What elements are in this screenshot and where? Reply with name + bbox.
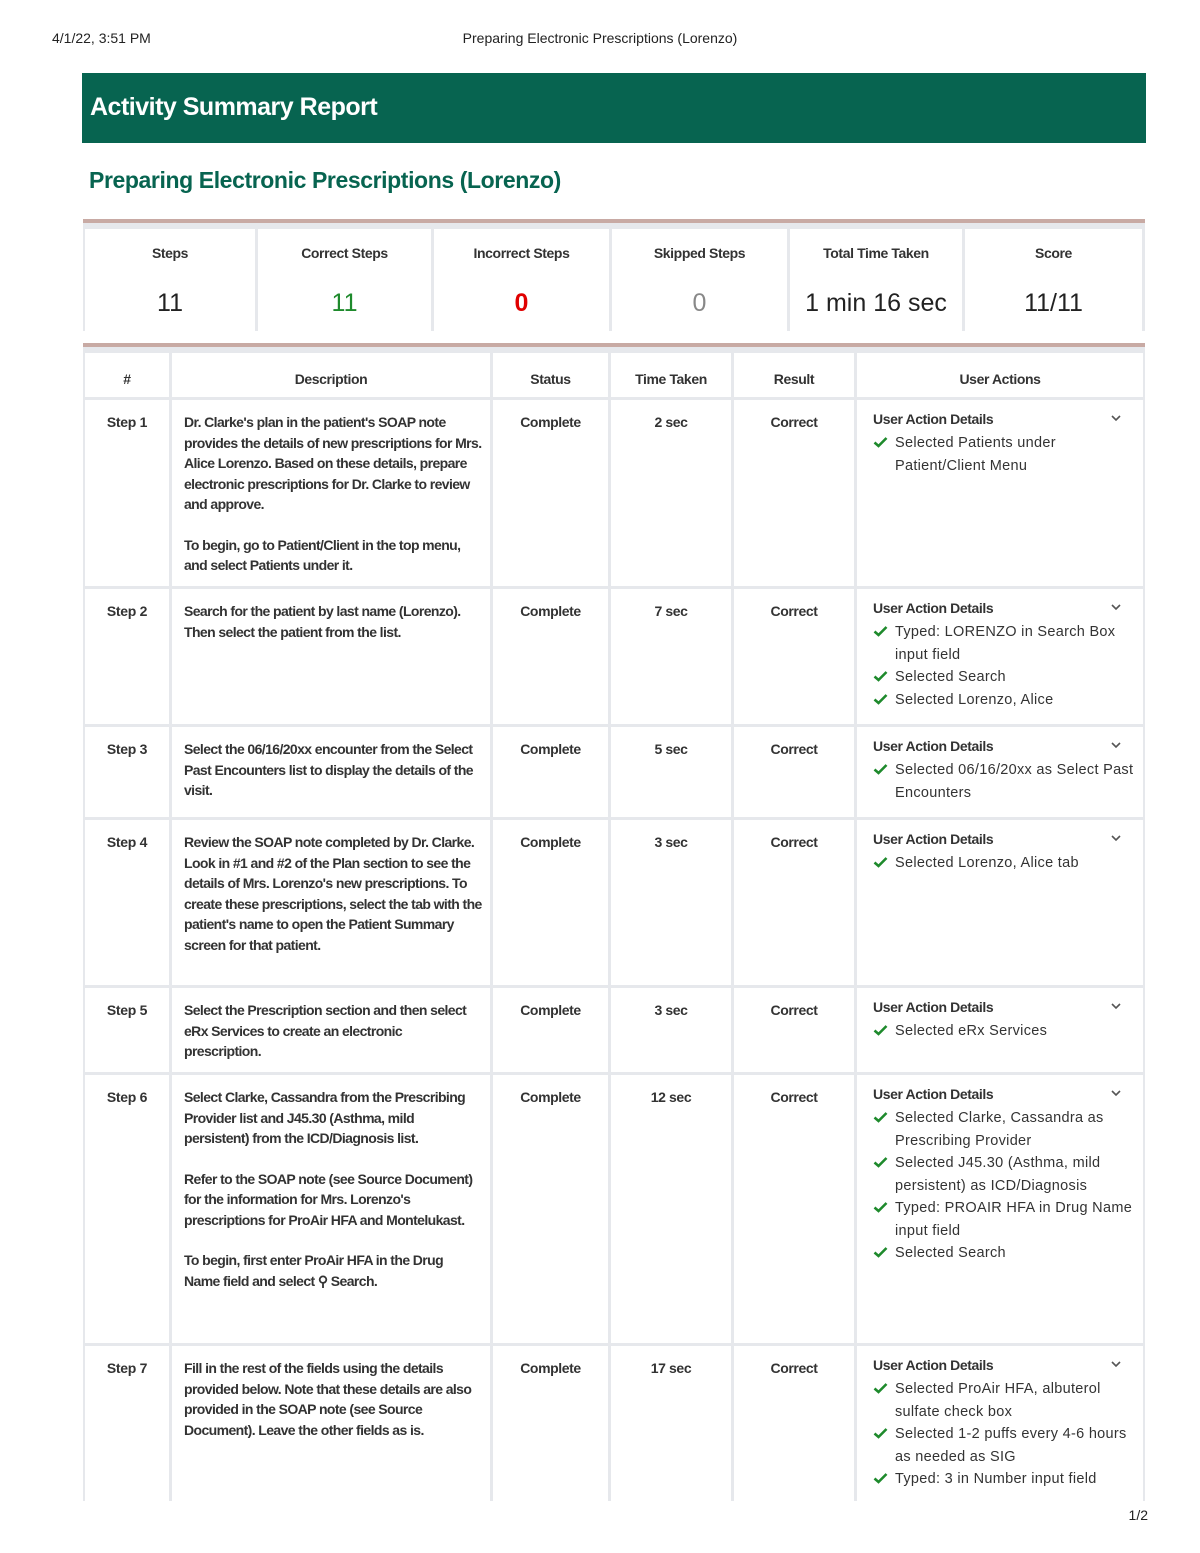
summary-label: Incorrect Steps [473, 245, 570, 261]
description-text: Refer to the SOAP note (see Source Document) for the information for Mrs. Lorenzo's prescriptions for ProAir HFA and Montelukast. [184, 1170, 473, 1228]
description-text: To begin, go to Patient/Client in the top menu, and select Patients under it. [184, 536, 461, 573]
chevron-down-icon [1111, 1088, 1121, 1098]
summary-skipped-steps [612, 229, 787, 331]
step-user-actions [857, 988, 1143, 1072]
banner-title: Activity Summary Report [90, 93, 378, 121]
check-icon [873, 856, 888, 868]
summary-panel [83, 219, 1145, 331]
user-action-details-toggle[interactable] [857, 727, 1143, 759]
summary-value: 11 [157, 289, 183, 317]
step-label: Step 5 [85, 988, 169, 1072]
step-description [172, 820, 490, 985]
step-result: Correct [734, 727, 854, 817]
user-action-item [873, 1020, 1135, 1043]
step-result: Correct [734, 988, 854, 1072]
user-action-list [857, 1020, 1143, 1043]
user-action-list [857, 852, 1143, 875]
step-status: Complete [493, 1075, 608, 1343]
page-number: 1/2 [1128, 1507, 1148, 1523]
summary-total-time [790, 229, 962, 331]
user-action-title: User Action Details [873, 738, 994, 754]
chevron-down-icon [1111, 602, 1121, 612]
step-time: 17 sec [611, 1346, 731, 1501]
check-icon [873, 1111, 888, 1123]
col-header-status: Status [493, 353, 608, 397]
col-header-number: # [85, 353, 169, 397]
summary-correct-steps [258, 229, 431, 331]
summary-incorrect-steps [434, 229, 609, 331]
user-action-item [873, 1242, 1135, 1265]
step-result: Correct [734, 1075, 854, 1343]
user-action-item [873, 759, 1135, 804]
step-status: Complete [493, 988, 608, 1072]
user-action-text: Selected Search [895, 1245, 1006, 1261]
description-text: Dr. Clarke's plan in the patient's SOAP note provides the details of new prescriptions for Mrs. Alice Lorenzo. Based on these details, prepare electronic prescriptions for Dr. Clarke to review and approve. [184, 414, 482, 512]
step-time: 3 sec [611, 820, 731, 985]
user-action-list [857, 432, 1143, 477]
check-icon [873, 1427, 888, 1439]
step-result: Correct [734, 400, 854, 586]
step-description [172, 727, 490, 817]
step-label: Step 7 [85, 1346, 169, 1501]
user-action-details-toggle[interactable] [857, 1346, 1143, 1378]
col-header-description: Description [172, 353, 490, 397]
check-icon [873, 1382, 888, 1394]
user-action-item [873, 1197, 1135, 1242]
summary-value: 11/11 [1024, 289, 1083, 317]
report-banner [82, 73, 1146, 143]
user-action-text: Typed: LORENZO in Search Box input field [895, 624, 1116, 663]
user-action-item [873, 1152, 1135, 1197]
user-action-item [873, 852, 1135, 875]
user-action-item [873, 1468, 1135, 1491]
user-action-item [873, 1378, 1135, 1423]
activity-title: Preparing Electronic Prescriptions (Lorenzo) [89, 167, 561, 193]
chevron-down-icon [1111, 833, 1121, 843]
col-header-result: Result [734, 353, 854, 397]
step-status: Complete [493, 1346, 608, 1501]
user-action-text: Selected Patients under Patient/Client Menu [895, 435, 1056, 474]
col-header-time: Time Taken [611, 353, 731, 397]
user-action-list [857, 1378, 1143, 1491]
description-text: Select the Prescription section and then select eRx Services to create an electronic prescription. [184, 1002, 467, 1059]
check-icon [873, 1201, 888, 1213]
user-action-text: Selected eRx Services [895, 1023, 1048, 1039]
check-icon [873, 670, 888, 682]
check-icon [873, 1472, 888, 1484]
user-action-title: User Action Details [873, 831, 994, 847]
user-action-text: Selected 1-2 puffs every 4-6 hours as needed as SIG [895, 1426, 1127, 1465]
step-result: Correct [734, 1346, 854, 1501]
step-label: Step 1 [85, 400, 169, 586]
summary-label: Score [1035, 245, 1072, 261]
step-description [172, 400, 490, 586]
user-action-title: User Action Details [873, 1086, 994, 1102]
user-action-text: Selected J45.30 (Asthma, mild persistent) as ICD/Diagnosis [895, 1155, 1101, 1194]
user-action-list [857, 621, 1143, 711]
user-action-text: Selected ProAir HFA, albuterol sulfate check box [895, 1381, 1101, 1420]
check-icon [873, 693, 888, 705]
chevron-down-icon [1111, 1359, 1121, 1369]
check-icon [873, 1024, 888, 1036]
step-description [172, 589, 490, 724]
step-result: Correct [734, 820, 854, 985]
chevron-down-icon [1111, 740, 1121, 750]
user-action-item [873, 1107, 1135, 1152]
step-user-actions [857, 589, 1143, 724]
step-user-actions [857, 1346, 1143, 1501]
print-header [0, 30, 1200, 50]
step-user-actions [857, 727, 1143, 817]
user-action-text: Typed: 3 in Number input field [895, 1471, 1097, 1487]
check-icon [873, 436, 888, 448]
user-action-title: User Action Details [873, 600, 994, 616]
step-time: 12 sec [611, 1075, 731, 1343]
step-status: Complete [493, 727, 608, 817]
user-action-item [873, 1423, 1135, 1468]
summary-label: Total Time Taken [823, 245, 929, 261]
step-time: 7 sec [611, 589, 731, 724]
step-label: Step 2 [85, 589, 169, 724]
summary-value: 11 [331, 289, 358, 317]
step-description [172, 1075, 490, 1343]
user-action-item [873, 621, 1135, 666]
step-label: Step 4 [85, 820, 169, 985]
check-icon [873, 763, 888, 775]
description-text: Select Clarke, Cassandra from the Prescribing Provider list and J45.30 (Asthma, mild persistent) from the ICD/Diagnosis list. [184, 1089, 466, 1146]
steps-table [83, 343, 1145, 1501]
step-time: 2 sec [611, 400, 731, 586]
step-status: Complete [493, 400, 608, 586]
user-action-list [857, 1107, 1143, 1265]
user-action-item [873, 432, 1135, 477]
summary-value: 1 min 16 sec [805, 289, 947, 317]
summary-value: 0 [692, 289, 707, 317]
description-text: Fill in the rest of the fields using the details provided below. Note that these details are also provided in the SOAP note (see Source Document). Leave the other fields as is. [184, 1360, 472, 1438]
user-action-details-toggle[interactable] [857, 400, 1143, 432]
step-user-actions [857, 1075, 1143, 1343]
summary-label: Skipped Steps [653, 245, 746, 261]
step-user-actions [857, 400, 1143, 586]
check-icon [873, 625, 888, 637]
step-status: Complete [493, 820, 608, 985]
user-action-list [857, 759, 1143, 804]
user-action-title: User Action Details [873, 411, 994, 427]
summary-score [965, 229, 1142, 331]
user-action-text: Selected Clarke, Cassandra as Prescribing Provider [895, 1110, 1104, 1149]
user-action-details-toggle[interactable] [857, 820, 1143, 852]
check-icon [873, 1156, 888, 1168]
step-label: Step 6 [85, 1075, 169, 1343]
user-action-details-toggle[interactable] [857, 1075, 1143, 1107]
user-action-text: Selected Lorenzo, Alice [895, 691, 1054, 708]
user-action-item [873, 666, 1135, 689]
step-user-actions [857, 820, 1143, 985]
summary-steps [85, 229, 255, 331]
user-action-text: Typed: PROAIR HFA in Drug Name input field [895, 1200, 1133, 1239]
summary-label: Steps [151, 245, 189, 261]
summary-label: Correct Steps [301, 245, 388, 261]
user-action-item [873, 689, 1135, 712]
print-title: Preparing Electronic Prescriptions (Lorenzo) [462, 30, 738, 46]
summary-value: 0 [514, 289, 529, 317]
chevron-down-icon [1111, 413, 1121, 423]
description-text: Review the SOAP note completed by Dr. Clarke. Look in #1 and #2 of the Plan section to see the details of Mrs. Lorenzo's new prescriptions. To create these prescriptions, select the tab with the patient's name to open the Patient Summary screen for that patient. [184, 834, 482, 953]
user-action-title: User Action Details [873, 1357, 994, 1373]
description-text: Search for the patient by last name (Lorenzo). Then select the patient from the list. [184, 603, 461, 640]
user-action-text: Selected Search [895, 669, 1006, 685]
step-status: Complete [493, 589, 608, 724]
user-action-text: Selected Lorenzo, Alice tab [895, 855, 1079, 871]
check-icon [873, 1246, 888, 1258]
step-label: Step 3 [85, 727, 169, 817]
description-text: To begin, first enter ProAir HFA in the Drug Name field and select ⚲ Search. [184, 1252, 444, 1289]
step-description [172, 988, 490, 1072]
step-result: Correct [734, 589, 854, 724]
user-action-details-toggle[interactable] [857, 589, 1143, 621]
step-time: 5 sec [611, 727, 731, 817]
step-time: 3 sec [611, 988, 731, 1072]
print-date: 4/1/22, 3:51 PM [52, 30, 151, 46]
user-action-text: Selected 06/16/20xx as Select Past Encounters [895, 762, 1134, 801]
col-header-user-actions: User Actions [857, 353, 1143, 397]
chevron-down-icon [1111, 1001, 1121, 1011]
user-action-title: User Action Details [873, 999, 994, 1015]
user-action-details-toggle[interactable] [857, 988, 1143, 1020]
description-text: Select the 06/16/20xx encounter from the Select Past Encounters list to display the details of the visit. [184, 741, 473, 798]
step-description [172, 1346, 490, 1501]
